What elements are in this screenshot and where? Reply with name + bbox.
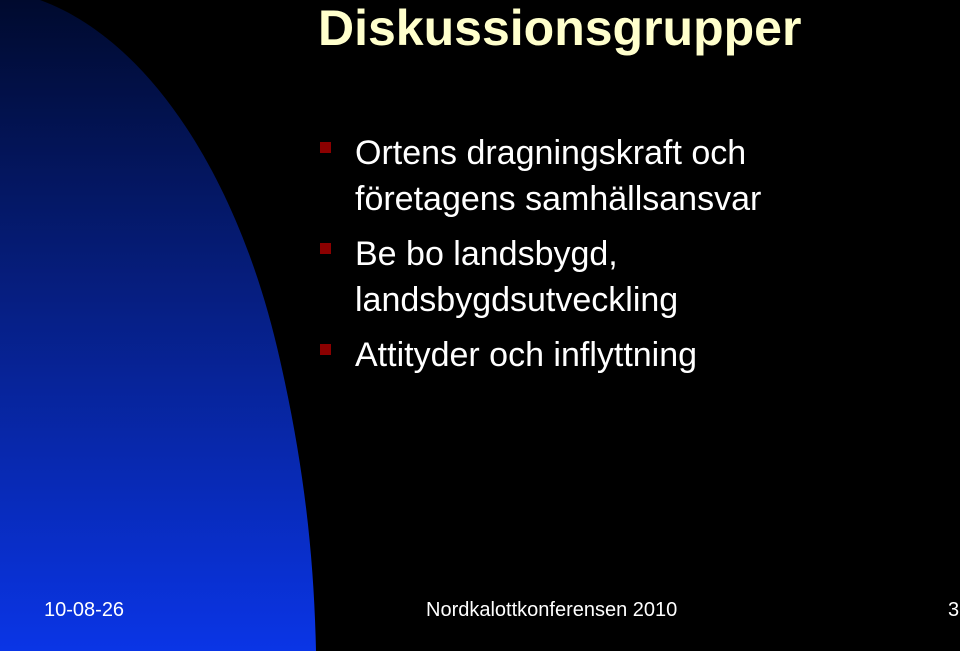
bullet-item	[318, 231, 938, 323]
page-number: 3	[948, 599, 960, 621]
bullet-item	[318, 130, 938, 222]
bullet-text-line: landsbygdsutveckling	[355, 281, 679, 319]
footer-date: 10-08-26	[44, 599, 125, 621]
slide-title: Diskussionsgrupper	[318, 0, 802, 56]
square-bullet-icon	[320, 142, 331, 153]
bullet-item	[318, 332, 938, 378]
bullet-text-line: Be bo landsbygd,	[355, 235, 618, 273]
bullet-list	[318, 130, 938, 387]
footer-title: Nordkalottkonferensen 2010	[426, 599, 678, 621]
square-bullet-icon	[320, 344, 331, 355]
bullet-text-line: företagens samhällsansvar	[355, 180, 762, 218]
bullet-text-line: Ortens dragningskraft och	[355, 134, 747, 172]
bullet-text-line: Attityder och inflyttning	[355, 336, 698, 374]
square-bullet-icon	[320, 243, 331, 254]
